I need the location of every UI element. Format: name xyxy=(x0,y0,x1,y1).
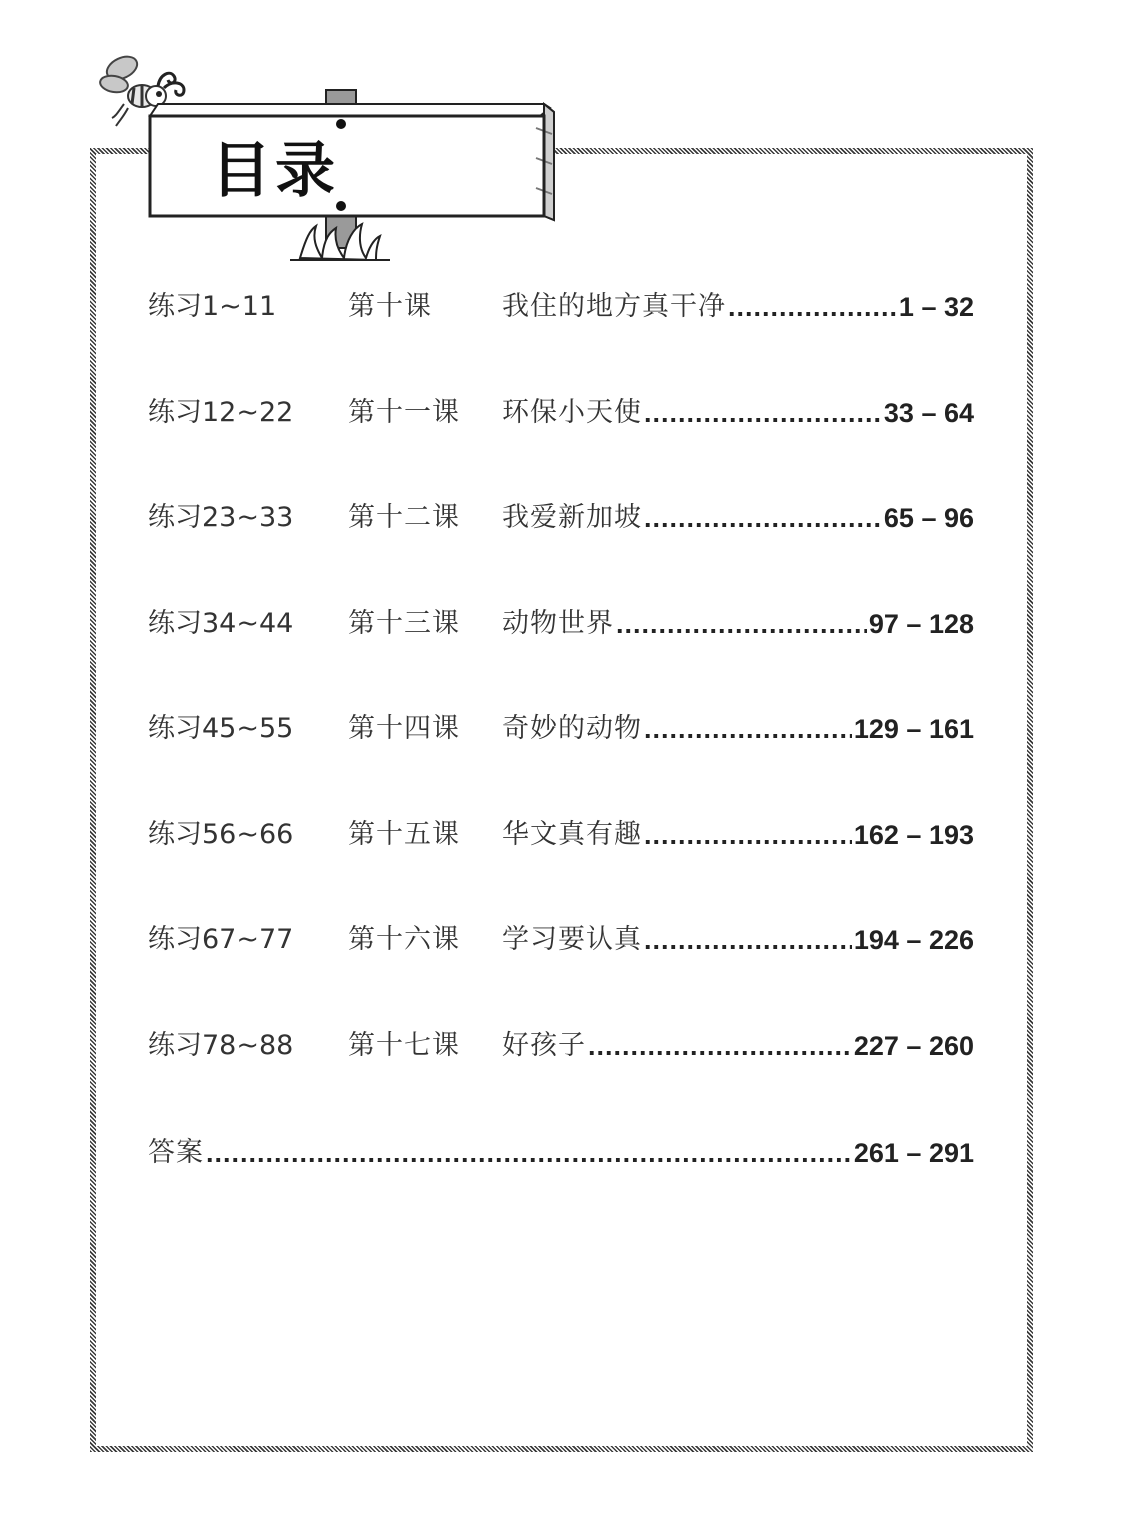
toc-row xyxy=(148,391,974,435)
toc-row xyxy=(148,918,974,962)
toc-row xyxy=(148,496,974,540)
lesson-number: 第十三课 xyxy=(348,608,460,639)
lesson-title: 奇妙的动物 xyxy=(502,713,642,744)
lesson-title: 学习要认真 xyxy=(502,924,642,955)
dot-leader xyxy=(644,391,882,435)
lesson-number: 第十七课 xyxy=(348,1030,460,1061)
toc-row xyxy=(148,707,974,751)
lesson-title: 华文真有趣 xyxy=(502,819,642,850)
lesson-title: 动物世界 xyxy=(502,608,614,639)
exercise-range: 练习56~66 xyxy=(148,819,294,850)
page-range: 33 – 64 xyxy=(883,398,974,428)
toc-row xyxy=(148,602,974,646)
lesson-number: 第十四课 xyxy=(348,713,460,744)
dot-leader xyxy=(644,813,852,857)
dot-leader xyxy=(644,918,852,962)
lesson-title: 我住的地方真干净 xyxy=(502,291,726,322)
lesson-number: 第十六课 xyxy=(348,924,460,955)
page-range: 261 – 291 xyxy=(853,1138,974,1168)
dot-leader xyxy=(616,602,867,646)
dot-leader xyxy=(644,707,852,751)
page-range: 129 – 161 xyxy=(853,714,974,744)
dot-leader xyxy=(728,285,897,329)
exercise-range: 练习23~33 xyxy=(148,502,294,533)
page-range: 97 – 128 xyxy=(868,609,974,639)
lesson-number: 第十五课 xyxy=(348,819,460,850)
page-range: 65 – 96 xyxy=(883,503,974,533)
page-range: 1 – 32 xyxy=(898,292,974,322)
lesson-title: 好孩子 xyxy=(502,1030,586,1061)
page-range: 227 – 260 xyxy=(853,1031,974,1061)
toc-row xyxy=(148,285,974,329)
lesson-number: 第十课 xyxy=(348,291,432,322)
lesson-title: 环保小天使 xyxy=(502,397,642,428)
exercise-range: 练习78~88 xyxy=(148,1030,294,1061)
dot-leader xyxy=(588,1024,852,1068)
dot-leader xyxy=(206,1131,852,1175)
exercise-range: 练习12~22 xyxy=(148,397,294,428)
dot-leader xyxy=(644,496,882,540)
toc-row-answers xyxy=(148,1131,974,1175)
lesson-number: 第十一课 xyxy=(348,397,460,428)
exercise-range: 练习34~44 xyxy=(148,608,294,639)
page-range: 162 – 193 xyxy=(853,820,974,850)
lesson-title: 我爱新加坡 xyxy=(502,502,642,533)
page-title: 目录 xyxy=(211,136,339,206)
toc-row xyxy=(148,1024,974,1068)
toc-row xyxy=(148,813,974,857)
exercise-range: 练习1~11 xyxy=(148,291,277,322)
page-range: 194 – 226 xyxy=(853,925,974,955)
exercise-range: 练习45~55 xyxy=(148,713,294,744)
exercise-range: 练习67~77 xyxy=(148,924,294,955)
page-border xyxy=(90,148,1033,1452)
answers-label: 答案 xyxy=(148,1137,204,1168)
lesson-number: 第十二课 xyxy=(348,502,460,533)
